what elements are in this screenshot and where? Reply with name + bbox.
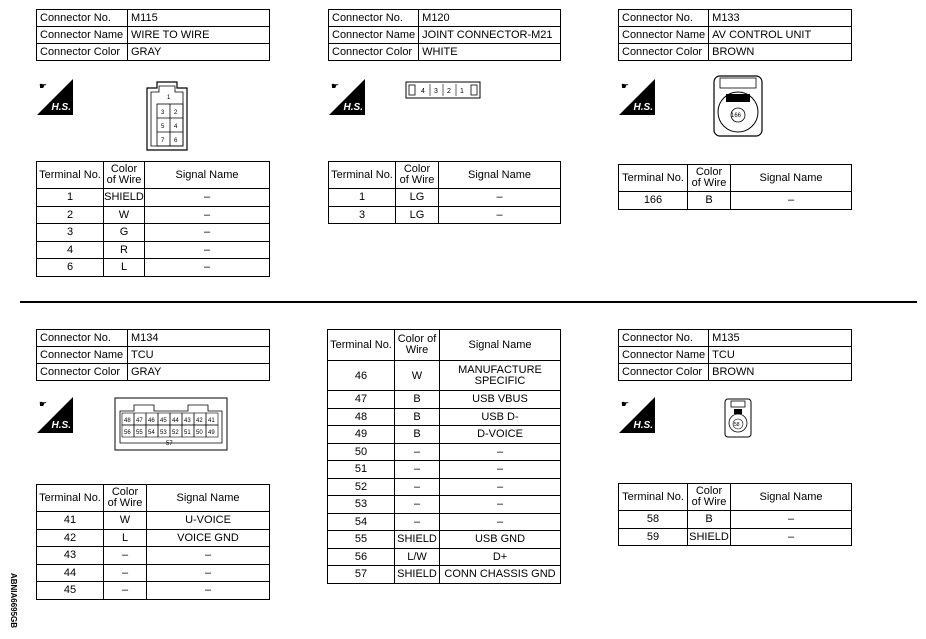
table-row: 2 W – <box>37 206 270 224</box>
m115-connector-face-diagram <box>145 80 189 152</box>
table-row: 54 – – <box>328 513 561 531</box>
label: Connector Color <box>37 44 128 61</box>
figure-code: ABNIA6695GB <box>9 572 19 629</box>
pin-label: 166 <box>731 113 742 119</box>
m120-terminal-table <box>328 161 561 224</box>
pin-label: 43 <box>184 418 191 424</box>
table-row: 42 L VOICE GND <box>37 529 270 547</box>
pin-label: 52 <box>172 430 179 436</box>
m134-terminal-table-continued <box>327 329 561 584</box>
pin-label: 55 <box>136 430 143 436</box>
label: Connector Name <box>37 347 128 364</box>
pin-label: 44 <box>172 418 179 424</box>
table-row: 41 W U-VOICE <box>37 512 270 530</box>
m134-connector-face-diagram <box>114 397 228 451</box>
table-row: 1 LG – <box>329 189 561 207</box>
pin-label: 2 <box>174 110 178 116</box>
header-terminal: Terminal No. <box>37 485 104 512</box>
connector-name: TCU <box>128 347 270 364</box>
harness-side-icon: ☛ H.S. <box>39 399 71 431</box>
m135-connector-face-diagram <box>723 397 753 439</box>
m120-connector-face-diagram <box>405 81 481 99</box>
label: Connector Color <box>619 44 709 61</box>
label: Connector Name <box>329 27 419 44</box>
header-terminal: Terminal No. <box>619 165 688 192</box>
section-divider <box>20 301 917 303</box>
table-row: 57 SHIELD CONN CHASSIS GND <box>328 566 561 584</box>
connector-name: JOINT CONNECTOR-M21 <box>419 27 561 44</box>
label: Connector No. <box>329 10 419 27</box>
header-signal: Signal Name <box>147 485 270 512</box>
table-row: 52 – – <box>328 478 561 496</box>
connector-color: GRAY <box>128 44 270 61</box>
pin-label: 45 <box>160 418 167 424</box>
table-row: 58 B – <box>619 511 852 529</box>
connector-color: GRAY <box>128 364 270 381</box>
table-row: 56 L/W D+ <box>328 548 561 566</box>
header-signal: Signal Name <box>440 330 561 361</box>
header-terminal: Terminal No. <box>37 162 104 189</box>
label: Connector No. <box>37 330 128 347</box>
harness-side-icon: ☛ H.S. <box>331 81 363 113</box>
m134-connector-info <box>36 329 270 381</box>
connector-no: M133 <box>709 10 852 27</box>
pin-label: 56 <box>124 430 131 436</box>
header-terminal: Terminal No. <box>328 330 395 361</box>
pin-label: 4 <box>174 124 178 130</box>
m133-terminal-table <box>618 164 852 210</box>
pin-label: 57 <box>166 441 173 447</box>
label: Connector No. <box>619 330 709 347</box>
table-row: 6 L – <box>37 259 270 277</box>
table-row: 3 G – <box>37 224 270 242</box>
label: Connector Name <box>37 27 128 44</box>
table-row: 1 SHIELD – <box>37 189 270 207</box>
pin-label: 1 <box>460 88 464 95</box>
table-row: 43 – – <box>37 547 270 565</box>
pin-label: 50 <box>196 430 203 436</box>
pin-label: 1 <box>167 95 171 101</box>
header-wire-color: Color of Wire <box>395 330 440 361</box>
connector-color: WHITE <box>419 44 561 61</box>
connector-name: WIRE TO WIRE <box>128 27 270 44</box>
pin-label: 54 <box>148 430 155 436</box>
pin-label: 4 <box>421 88 425 95</box>
connector-no: M115 <box>128 10 270 27</box>
pin-label: 6 <box>174 138 178 144</box>
table-row: 44 – – <box>37 564 270 582</box>
table-row: 50 – – <box>328 443 561 461</box>
connector-color: BROWN <box>709 44 852 61</box>
header-wire-color: Color of Wire <box>104 485 147 512</box>
label: Connector Color <box>37 364 128 381</box>
pin-label: 2 <box>447 88 451 95</box>
table-row: 45 – – <box>37 582 270 600</box>
table-row: 51 – – <box>328 461 561 479</box>
table-row: 49 B D-VOICE <box>328 426 561 444</box>
label: Connector Color <box>619 364 709 381</box>
pin-label: 42 <box>196 418 203 424</box>
label: Connector Name <box>619 347 709 364</box>
header-wire-color: Color of Wire <box>396 162 439 189</box>
m120-connector-info <box>328 9 561 61</box>
table-row: 46 W MANUFACTURE SPECIFIC <box>328 361 561 391</box>
header-signal: Signal Name <box>731 165 852 192</box>
pin-label: 58 <box>734 422 740 428</box>
connector-no: M120 <box>419 10 561 27</box>
table-row: 47 B USB VBUS <box>328 391 561 409</box>
m134-terminal-table <box>36 484 270 600</box>
header-wire-color: Color of Wire <box>688 165 731 192</box>
m133-connector-face-diagram <box>712 74 764 138</box>
header-signal: Signal Name <box>145 162 270 189</box>
table-row: 59 SHIELD – <box>619 528 852 546</box>
label: Connector Color <box>329 44 419 61</box>
label: Connector No. <box>619 10 709 27</box>
m133-connector-info <box>618 9 852 61</box>
pin-label: 41 <box>208 418 215 424</box>
pin-label: 49 <box>208 430 215 436</box>
pin-label: 3 <box>161 110 165 116</box>
header-terminal: Terminal No. <box>329 162 396 189</box>
harness-side-icon: ☛ H.S. <box>621 81 653 113</box>
m135-terminal-table <box>618 483 852 546</box>
pin-label: 3 <box>434 88 438 95</box>
harness-side-icon: ☛ H.S. <box>621 399 653 431</box>
m115-connector-info <box>36 9 270 61</box>
m115-terminal-table <box>36 161 270 277</box>
pin-label: 7 <box>161 138 165 144</box>
connector-name: TCU <box>709 347 852 364</box>
pin-label: 46 <box>148 418 155 424</box>
harness-side-icon: ☛ H.S. <box>39 81 71 113</box>
pin-label: 53 <box>160 430 167 436</box>
table-row: 166 B – <box>619 192 852 210</box>
table-row: 55 SHIELD USB GND <box>328 531 561 549</box>
table-row: 3 LG – <box>329 206 561 224</box>
table-row: 4 R – <box>37 241 270 259</box>
pin-label: 5 <box>161 124 165 130</box>
pin-label: 51 <box>184 430 191 436</box>
header-wire-color: Color of Wire <box>688 484 731 511</box>
label: Connector No. <box>37 10 128 27</box>
header-wire-color: Color of Wire <box>104 162 145 189</box>
connector-name: AV CONTROL UNIT <box>709 27 852 44</box>
connector-no: M134 <box>128 330 270 347</box>
m135-connector-info <box>618 329 852 381</box>
header-signal: Signal Name <box>731 484 852 511</box>
pin-label: 47 <box>136 418 143 424</box>
pin-label: 48 <box>124 418 131 424</box>
table-row: 48 B USB D- <box>328 408 561 426</box>
connector-no: M135 <box>709 330 852 347</box>
header-signal: Signal Name <box>439 162 561 189</box>
connector-color: BROWN <box>709 364 852 381</box>
table-row: 53 – – <box>328 496 561 514</box>
header-terminal: Terminal No. <box>619 484 688 511</box>
label: Connector Name <box>619 27 709 44</box>
